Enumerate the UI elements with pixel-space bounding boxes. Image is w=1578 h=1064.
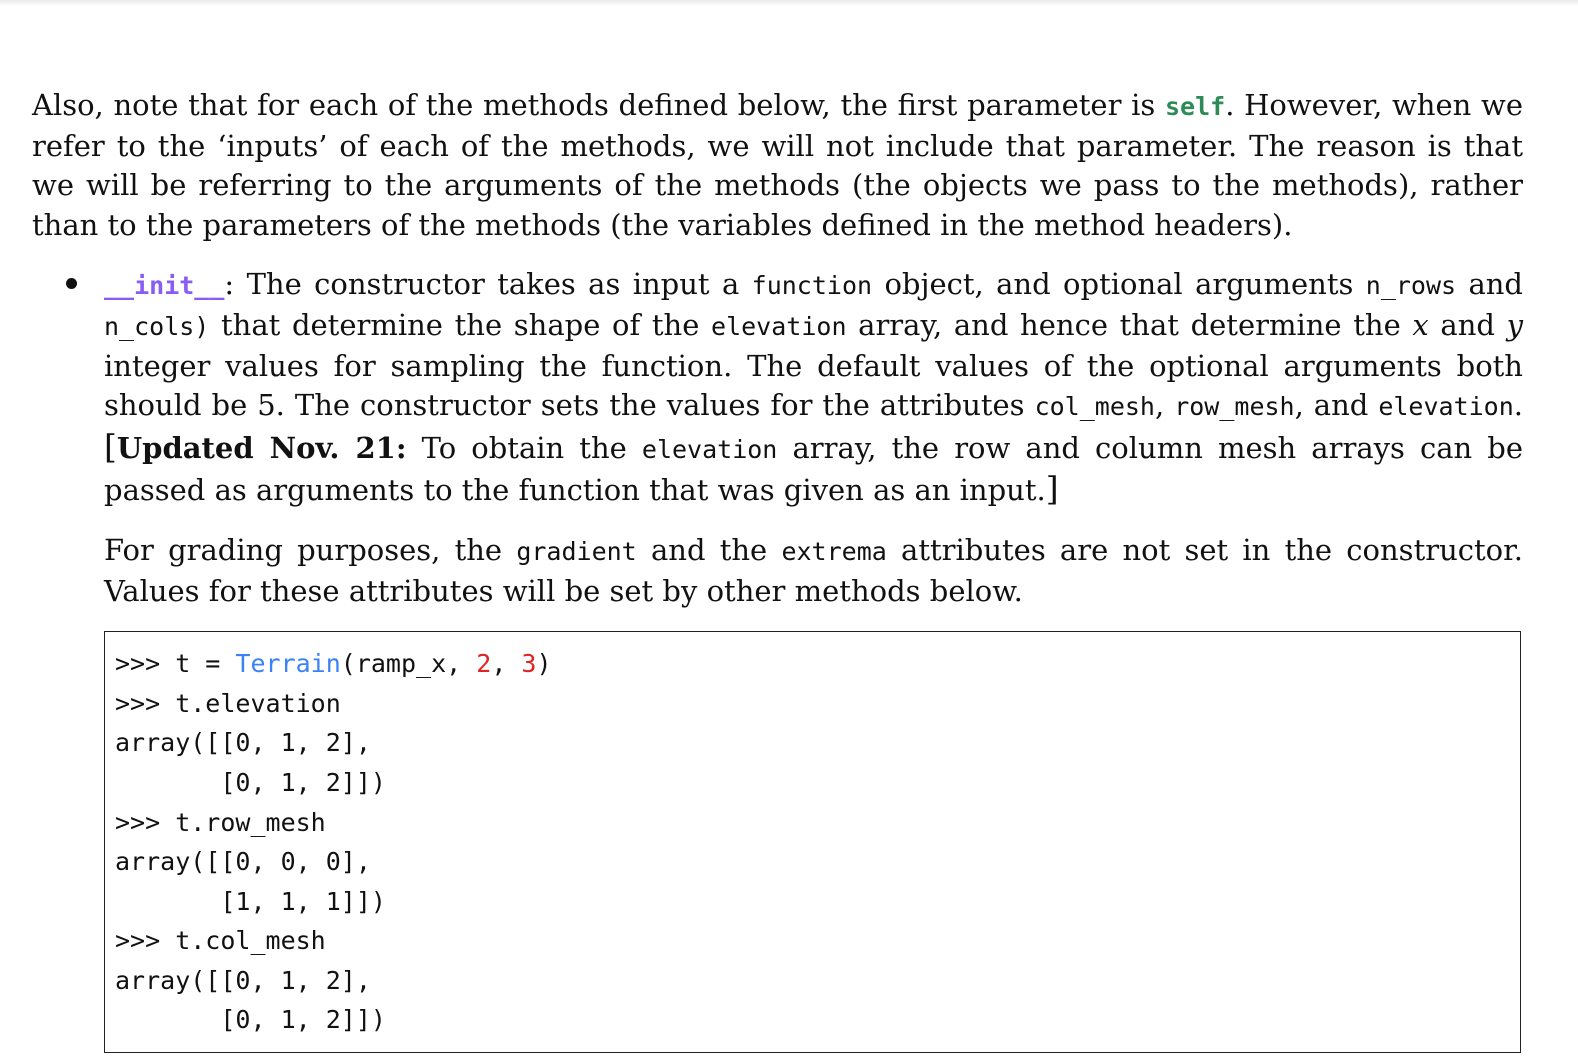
code-args: (ramp_x, bbox=[340, 649, 477, 679]
init-list-item bbox=[32, 265, 1523, 611]
code-elevation: elevation bbox=[711, 311, 847, 341]
bullet-icon bbox=[66, 278, 77, 289]
code-number: 3 bbox=[521, 649, 537, 679]
init-method-name: __init__ bbox=[104, 271, 225, 301]
code-example-box bbox=[104, 631, 1521, 1053]
init-text-8: , bbox=[1154, 388, 1175, 423]
intro-text-1: Also, note that for each of the methods defined below, the first parameter is bbox=[32, 88, 1165, 122]
code-line: >>> t.elevation bbox=[115, 688, 341, 718]
self-keyword: self bbox=[1164, 92, 1226, 121]
init-text-1: : The constructor takes as input a bbox=[224, 267, 752, 302]
init-text-11: To obtain the bbox=[406, 430, 642, 465]
init-text-7: integer values for sampling the function. The default values of the optional arguments both should be 5. The constructor sets the values for the attributes bbox=[104, 348, 1523, 423]
code-line: >>> t.col_mesh bbox=[115, 926, 326, 956]
grading-paragraph bbox=[104, 531, 1523, 611]
code-number: 2 bbox=[476, 649, 492, 679]
code-line: [1, 1, 1]]) bbox=[115, 886, 386, 916]
code-line bbox=[115, 644, 1520, 684]
init-text-2: object, and optional arguments bbox=[872, 267, 1366, 302]
code-col-mesh: col_mesh bbox=[1034, 392, 1155, 422]
code-prompt: >>> t = bbox=[115, 649, 236, 679]
code-extrema: extrema bbox=[781, 536, 887, 566]
intro-text-2: . However, when we refer to the ‘inputs’ of each of the methods, we will not include that parameter. The reason is that we will be referring to the arguments of the methods (the objects we pass to the methods), rather than to the parameters of the methods (the variables defined in the method headers). bbox=[32, 88, 1523, 242]
code-function: function bbox=[751, 271, 873, 301]
update-bracket-close: ] bbox=[1045, 469, 1059, 509]
document-body bbox=[32, 86, 1523, 1053]
top-shadow-bar bbox=[0, 0, 1578, 6]
code-n-cols: n_cols) bbox=[104, 311, 210, 341]
math-y: y bbox=[1506, 307, 1524, 342]
init-text-6: and bbox=[1428, 307, 1507, 342]
code-elevation-3: elevation bbox=[641, 434, 778, 464]
init-text-10: . bbox=[1513, 388, 1524, 423]
code-line: array([[0, 1, 2], bbox=[115, 728, 371, 758]
init-text-12: array, the row and column mesh arrays can be passed as arguments to the function that was given as an input. bbox=[104, 430, 1523, 508]
code-line: array([[0, 1, 2], bbox=[115, 965, 371, 995]
math-x: x bbox=[1412, 307, 1429, 342]
code-elevation-2: elevation bbox=[1378, 392, 1514, 422]
code-row-mesh: row_mesh bbox=[1174, 392, 1295, 422]
code-line: array([[0, 0, 0], bbox=[115, 847, 371, 877]
update-bracket-open: [ bbox=[104, 426, 117, 466]
init-text-3: and bbox=[1456, 267, 1523, 302]
grading-text-3: attributes are not set in the constructor. Values for these attributes will be set by other methods below. bbox=[104, 532, 1524, 608]
code-line: >>> t.row_mesh bbox=[115, 807, 326, 837]
code-class-name: Terrain bbox=[235, 649, 341, 679]
init-text-9: , and bbox=[1294, 388, 1379, 423]
code-gradient: gradient bbox=[516, 536, 637, 566]
updated-note-label: Updated Nov. 21: bbox=[116, 430, 407, 465]
intro-paragraph bbox=[32, 86, 1523, 245]
code-close-paren: ) bbox=[536, 649, 552, 679]
code-line: [0, 1, 2]]) bbox=[115, 1005, 386, 1035]
init-text-4: that determine the shape of the bbox=[209, 307, 712, 342]
grading-text-1: For grading purposes, the bbox=[104, 532, 517, 567]
init-description bbox=[104, 265, 1523, 511]
grading-text-2: and the bbox=[636, 532, 782, 567]
code-separator: , bbox=[491, 649, 522, 679]
init-text-5: array, and hence that determine the bbox=[846, 307, 1413, 342]
code-n-rows: n_rows bbox=[1365, 271, 1457, 301]
code-line: [0, 1, 2]]) bbox=[115, 767, 386, 797]
